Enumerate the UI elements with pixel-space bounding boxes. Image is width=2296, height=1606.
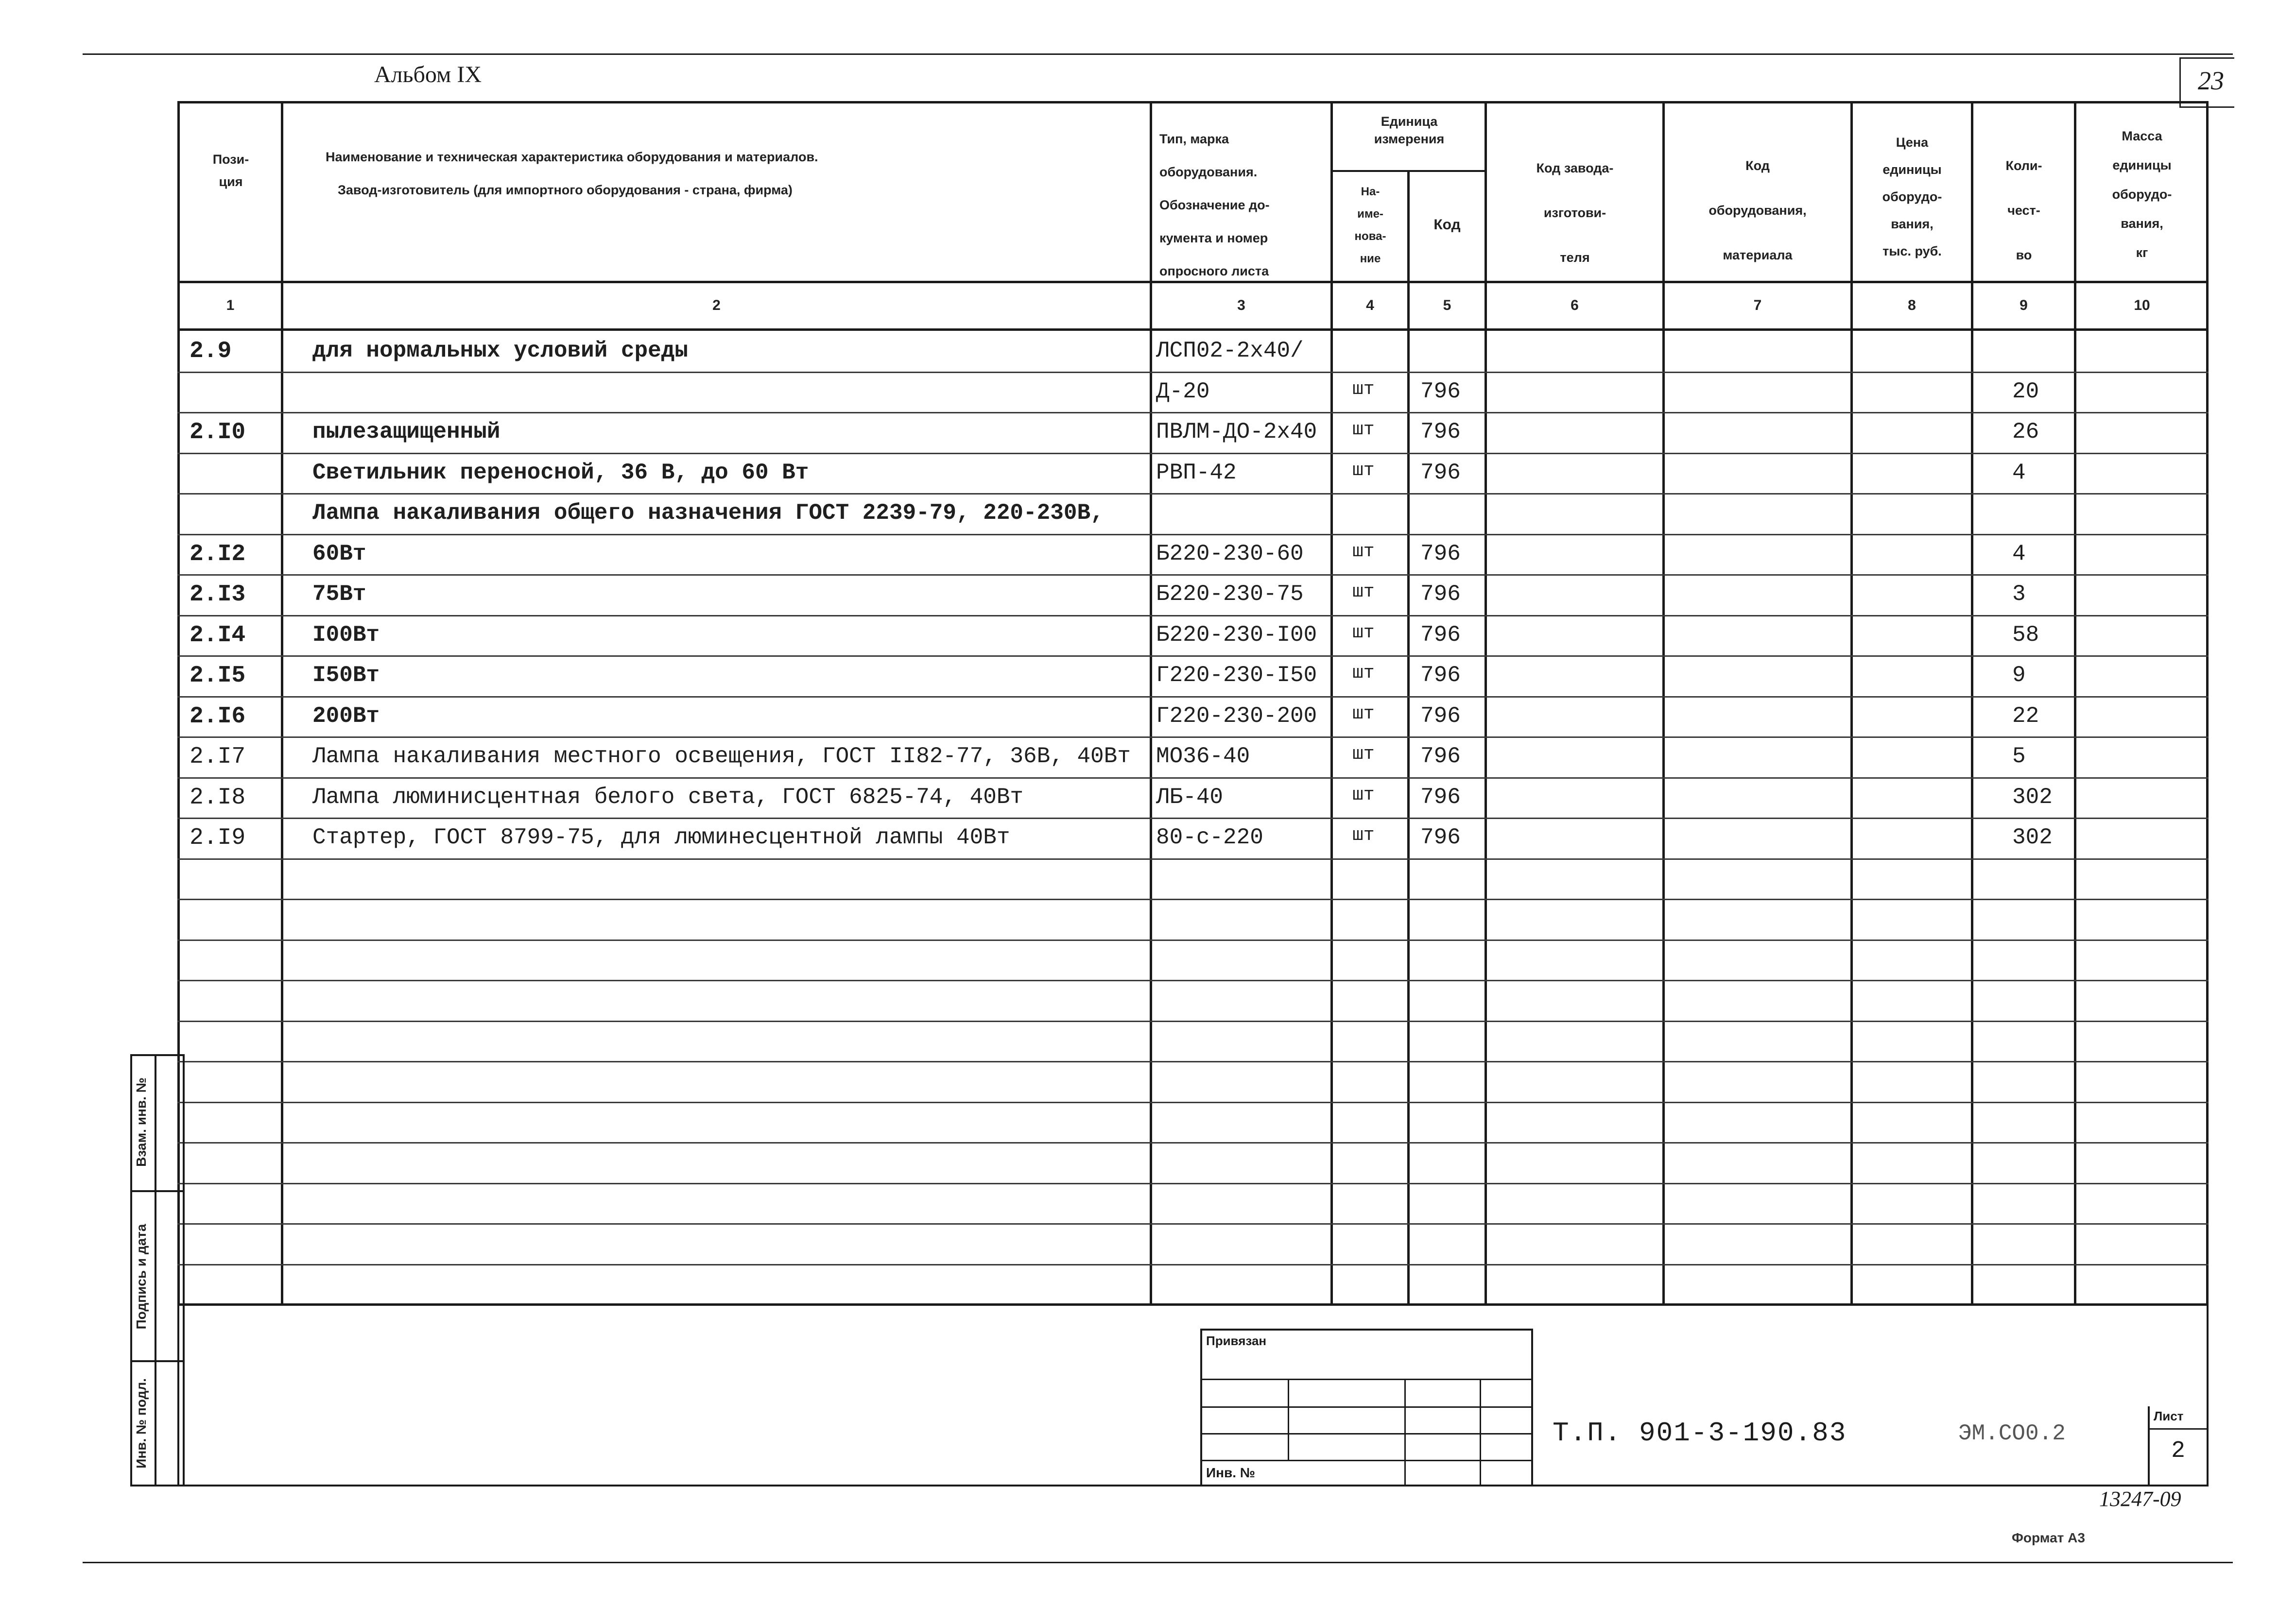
cell-name: Лампа накаливания общего назначения ГОСТ 2239-79, 220-230В, (312, 500, 1104, 526)
title-block-frame (177, 1306, 2209, 1486)
cell-pos: 2.I3 (190, 581, 246, 608)
cell-qty: 4 (2012, 541, 2026, 566)
header-price: Цена единицы оборудо- вания, тыс. руб. (1882, 135, 1942, 258)
cell-pos: 2.I6 (190, 703, 246, 730)
row-line (177, 1102, 2209, 1103)
cell-pos: 2.I7 (190, 744, 246, 770)
privyazan-label: Привязан (1206, 1333, 1267, 1348)
cell-qty: 58 (2012, 622, 2039, 648)
sheet-number: 2 (2171, 1438, 2185, 1464)
side-stamp-divider-1 (130, 1190, 185, 1192)
cell-code: 796 (1420, 663, 1461, 688)
cell-name: Лампа накаливания местного освещения, ГОСТ II82-77, 36В, 40Вт (312, 744, 1131, 769)
cell-qty: 3 (2012, 581, 2026, 607)
cell-pos: 2.I5 (190, 663, 246, 689)
column-number: 2 (712, 297, 721, 313)
row-line (177, 493, 2209, 495)
header-quantity: Коли- чест- во (2005, 158, 2042, 262)
row-line (177, 453, 2209, 454)
column-number: 5 (1443, 297, 1451, 313)
cell-name: 60Вт (312, 541, 366, 566)
cell-type: 80-с-220 (1156, 825, 1263, 850)
header-unit-code: Код (1433, 217, 1461, 233)
cell-type: Б220-230-75 (1156, 581, 1304, 607)
cell-name: Лампа люминисцентная белого света, ГОСТ 6825-74, 40Вт (312, 785, 1024, 810)
row-line (177, 696, 2209, 698)
cell-type: Д-20 (1156, 379, 1210, 404)
cell-qty: 4 (2012, 460, 2026, 485)
cell-code: 796 (1420, 419, 1461, 444)
header-type: Тип, марка оборудования. Обозначение до- кумента и номер опросного листа (1159, 132, 1270, 278)
privyazan-col-1 (1288, 1379, 1289, 1461)
cell-type: МО36-40 (1156, 744, 1250, 769)
cell-unit: шт (1352, 581, 1375, 602)
cell-name: пылезащищенный (312, 419, 501, 444)
cell-qty: 20 (2012, 379, 2039, 404)
cell-unit: шт (1352, 703, 1375, 724)
side-stamp-signature-date: Подпись и дата (134, 1224, 149, 1330)
row-line (177, 1223, 2209, 1225)
cell-unit: шт (1352, 825, 1375, 846)
archive-number: 13247-09 (2099, 1487, 2181, 1511)
cell-name: Светильник переносной, 36 В, до 60 Вт (312, 460, 809, 485)
sheet-label: Лист (2154, 1409, 2184, 1423)
row-line (177, 412, 2209, 413)
header-mass: Масса единицы оборудо- вания, кг (2112, 129, 2172, 260)
col-divider-7 (1850, 101, 1853, 1306)
cell-type: Б220-230-60 (1156, 541, 1304, 566)
cell-type: Б220-230-I00 (1156, 622, 1317, 648)
privyazan-line-1 (1200, 1379, 1533, 1380)
cell-code: 796 (1420, 744, 1461, 769)
cell-type: ПВЛМ-ДО-2х40 (1156, 419, 1317, 444)
row-line (177, 1183, 2209, 1184)
document-code: Т.П. 901-3-190.83 (1553, 1418, 1847, 1449)
cell-pos: 2.I4 (190, 622, 246, 649)
cell-type: Г220-230-I50 (1156, 663, 1317, 688)
cell-unit: шт (1352, 663, 1375, 683)
row-line (177, 1264, 2209, 1265)
row-line (177, 1021, 2209, 1022)
privyazan-line-2 (1200, 1406, 1533, 1408)
frame-bottom-line (83, 1562, 2233, 1563)
cell-qty: 26 (2012, 419, 2039, 444)
frame-top-line (83, 53, 2233, 55)
header-position: Пози- ция (212, 152, 249, 189)
page-number: 23 (2198, 66, 2224, 95)
cell-qty: 9 (2012, 663, 2026, 688)
cell-code: 796 (1420, 703, 1461, 729)
col-divider-6 (1662, 101, 1665, 1306)
row-line (177, 899, 2209, 900)
cell-name: 75Вт (312, 581, 366, 607)
format-label: Формат А3 (2012, 1530, 2085, 1545)
cell-type: РВП-42 (1156, 460, 1237, 485)
cell-unit: шт (1352, 785, 1375, 805)
cell-name: 200Вт (312, 703, 380, 729)
cell-name: I00Вт (312, 622, 380, 648)
cell-type: ЛСП02-2х40/ (1156, 338, 1304, 363)
cell-type: Г220-230-200 (1156, 703, 1317, 729)
cell-qty: 302 (2012, 825, 2053, 850)
side-stamp-original-inv: Инв. № подл. (134, 1378, 149, 1469)
row-line (177, 940, 2209, 941)
cell-pos: 2.I8 (190, 785, 246, 811)
cell-pos: 2.I0 (190, 419, 246, 445)
cell-code: 796 (1420, 541, 1461, 566)
cell-unit: шт (1352, 622, 1375, 643)
header-unit-group: Единица измерения (1374, 114, 1445, 146)
col-divider-8 (1971, 101, 1973, 1306)
cell-unit: шт (1352, 460, 1375, 481)
row-line (177, 980, 2209, 981)
column-number: 3 (1237, 297, 1245, 313)
column-number: 4 (1366, 297, 1374, 313)
col-divider-9 (2074, 101, 2076, 1306)
row-line (177, 1061, 2209, 1062)
cell-pos: 2.I9 (190, 825, 246, 851)
col-divider-1 (281, 101, 283, 1306)
column-number: 7 (1753, 297, 1762, 313)
cell-name: для нормальных условий среды (312, 338, 688, 363)
cell-code: 796 (1420, 460, 1461, 485)
row-line (177, 372, 2209, 373)
privyazan-line-4 (1200, 1460, 1533, 1461)
header-unit-name: На- име- нова- ние (1354, 185, 1386, 265)
cell-qty: 302 (2012, 785, 2053, 810)
header-factory-code: Код завода- изготови- теля (1536, 161, 1614, 265)
cell-code: 796 (1420, 785, 1461, 810)
row-line (177, 534, 2209, 535)
document-suffix: ЭМ.СО0.2 (1958, 1421, 2066, 1446)
row-line (177, 736, 2209, 738)
cell-code: 796 (1420, 825, 1461, 850)
cell-unit: шт (1352, 744, 1375, 765)
row-line (177, 1142, 2209, 1144)
cell-code: 796 (1420, 581, 1461, 607)
privyazan-col-2 (1404, 1379, 1406, 1486)
unit-group-divider (1330, 170, 1487, 172)
cell-type: ЛБ-40 (1156, 785, 1224, 810)
inv-no-label: Инв. № (1206, 1465, 1256, 1480)
header-name: Наименование и техническая характеристика оборудования и материалов. Завод-изготовитель (для импортного оборудования - страна, фирма) (326, 150, 818, 197)
row-line (177, 777, 2209, 779)
column-number: 6 (1571, 297, 1579, 313)
cell-code: 796 (1420, 622, 1461, 648)
cell-unit: шт (1352, 541, 1375, 562)
sheet-box-divider (2148, 1428, 2209, 1430)
album-title: Альбом IX (374, 62, 482, 87)
privyazan-line-3 (1200, 1433, 1533, 1435)
cell-pos: 2.I2 (190, 541, 246, 567)
row-line (177, 818, 2209, 819)
column-number: 1 (226, 297, 235, 313)
column-number: 8 (1908, 297, 1916, 313)
cell-name: I50Вт (312, 663, 380, 688)
col-divider-5 (1485, 101, 1487, 1306)
column-number: 9 (2020, 297, 2028, 313)
side-stamp-inner-line (155, 1054, 156, 1486)
privyazan-col-3 (1480, 1379, 1481, 1486)
cell-unit: шт (1352, 379, 1375, 400)
cell-unit: шт (1352, 419, 1375, 440)
row-line (177, 655, 2209, 657)
row-line (177, 615, 2209, 616)
column-number-divider (177, 328, 2209, 331)
cell-qty: 22 (2012, 703, 2039, 729)
cell-qty: 5 (2012, 744, 2026, 769)
header-equipment-code: Код оборудования, материала (1709, 158, 1807, 262)
row-line (177, 574, 2209, 576)
row-line (177, 858, 2209, 860)
col-divider-4 (1407, 170, 1410, 1306)
cell-code: 796 (1420, 379, 1461, 404)
cell-pos: 2.9 (190, 338, 232, 364)
column-number: 10 (2134, 297, 2150, 313)
cell-name: Стартер, ГОСТ 8799-75, для люминесцентной лампы 40Вт (312, 825, 1010, 850)
side-stamp-replace-inv: Взам. инв. № (134, 1077, 149, 1167)
